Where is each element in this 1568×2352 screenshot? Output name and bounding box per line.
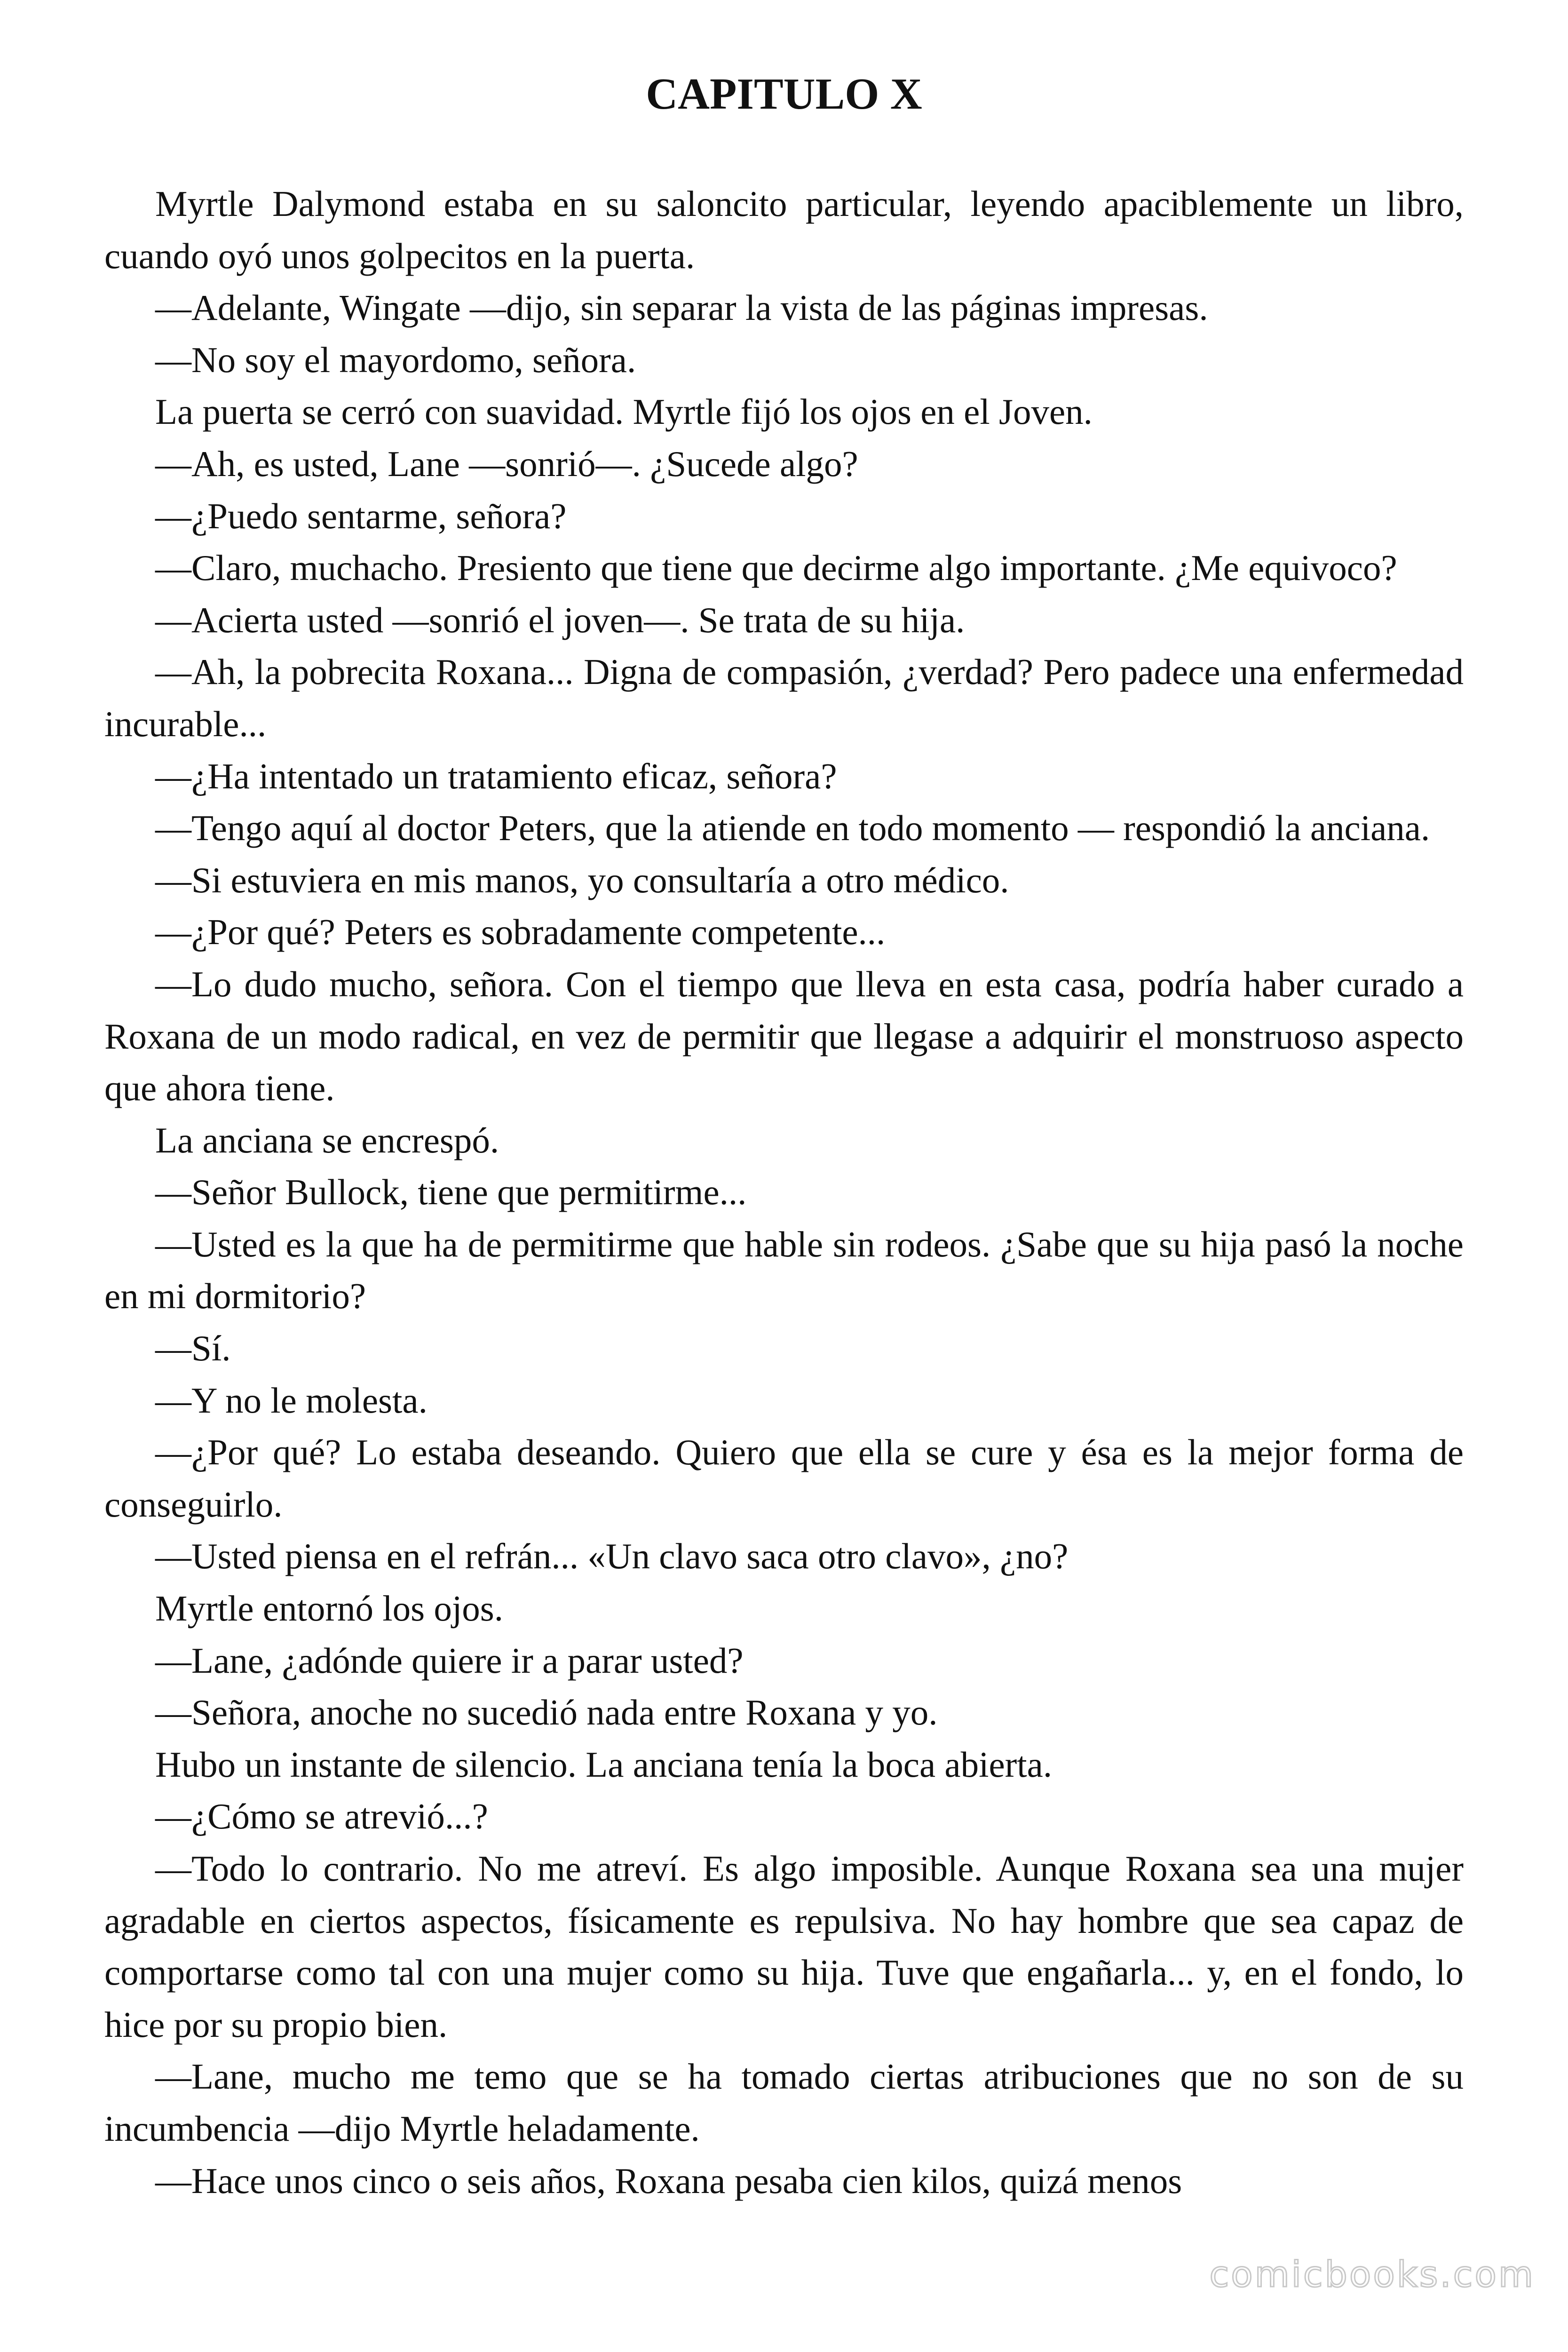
paragraph: —¿Por qué? Peters es sobradamente competente... xyxy=(155,912,886,953)
paragraph: —Claro, muchacho. Presiento que tiene que decirme algo importante. ¿Me equivoco? xyxy=(155,548,1397,588)
chapter-title: CAPITULO X xyxy=(646,70,922,119)
paragraph: —Usted es la que ha de permitirme que hable sin rodeos. ¿Sabe que su hija pasó la noche en mi dormitorio? xyxy=(104,1224,1464,1317)
paragraph: —No soy el mayordomo, señora. xyxy=(155,339,636,380)
paragraph: —Usted piensa en el refrán... «Un clavo saca otro clavo», ¿no? xyxy=(155,1536,1069,1577)
paragraph: —Y no le molesta. xyxy=(155,1380,428,1421)
paragraph: —Lo dudo mucho, señora. Con el tiempo que lleva en esta casa, podría haber curado a Roxana de un modo radical, en vez de permitir que llegase a adquirir el monstruoso aspecto que ahora tiene. xyxy=(104,963,1464,1109)
paragraph: Hubo un instante de silencio. La anciana tenía la boca abierta. xyxy=(155,1744,1053,1785)
paragraph: —Hace unos cinco o seis años, Roxana pesaba cien kilos, quizá menos xyxy=(155,2160,1182,2201)
paragraph: —¿Por qué? Lo estaba deseando. Quiero que ella se cure y ésa es la mejor forma de conseguirlo. xyxy=(104,1432,1464,1525)
paragraph: —Ah, la pobrecita Roxana... Digna de compasión, ¿verdad? Pero padece una enfermedad incurable... xyxy=(104,652,1464,744)
paragraph: —¿Cómo se atrevió...? xyxy=(155,1796,488,1837)
watermark-logo: comicbooks.com xyxy=(1204,2253,1540,2295)
paragraph: —Todo lo contrario. No me atreví. Es algo imposible. Aunque Roxana sea una mujer agradable en ciertos aspectos, físicamente es repulsiva. No hay hombre que sea capaz de comportarse como tal con una mujer como su hija. Tuve que engañarla... y, en el fondo, lo hice por su propio bien. xyxy=(104,1848,1464,2045)
chapter-body xyxy=(104,178,1464,2207)
paragraph: —¿Ha intentado un tratamiento eficaz, señora? xyxy=(155,755,837,796)
paragraph: —Lane, mucho me temo que se ha tomado ciertas atribuciones que no son de su incumbencia —dijo Myrtle heladamente. xyxy=(104,2056,1464,2149)
paragraph: —Lane, ¿adónde quiere ir a parar usted? xyxy=(155,1640,744,1681)
paragraph: —Tengo aquí al doctor Peters, que la atiende en todo momento — respondió la anciana. xyxy=(155,808,1430,849)
paragraph: —Sí. xyxy=(155,1328,231,1369)
paragraph: —Señora, anoche no sucedió nada entre Roxana y yo. xyxy=(155,1692,938,1733)
paragraph: —Ah, es usted, Lane —sonrió—. ¿Sucede algo? xyxy=(155,443,858,484)
paragraph: —Si estuviera en mis manos, yo consultaría a otro médico. xyxy=(155,859,1009,900)
paragraph: —Acierta usted —sonrió el joven—. Se trata de su hija. xyxy=(155,599,965,640)
paragraph: —¿Puedo sentarme, señora? xyxy=(155,495,567,536)
paragraph: Myrtle Dalymond estaba en su saloncito particular, leyendo apaciblemente un libro, cuando oyó unos golpecitos en la puerta. xyxy=(104,183,1464,276)
paragraph: Myrtle entornó los ojos. xyxy=(155,1588,503,1629)
paragraph: La puerta se cerró con suavidad. Myrtle fijó los ojos en el Joven. xyxy=(155,391,1093,432)
paragraph: La anciana se encrespó. xyxy=(155,1120,499,1160)
paragraph: —Adelante, Wingate —dijo, sin separar la vista de las páginas impresas. xyxy=(155,287,1208,328)
paragraph: —Señor Bullock, tiene que permitirme... xyxy=(155,1172,747,1213)
